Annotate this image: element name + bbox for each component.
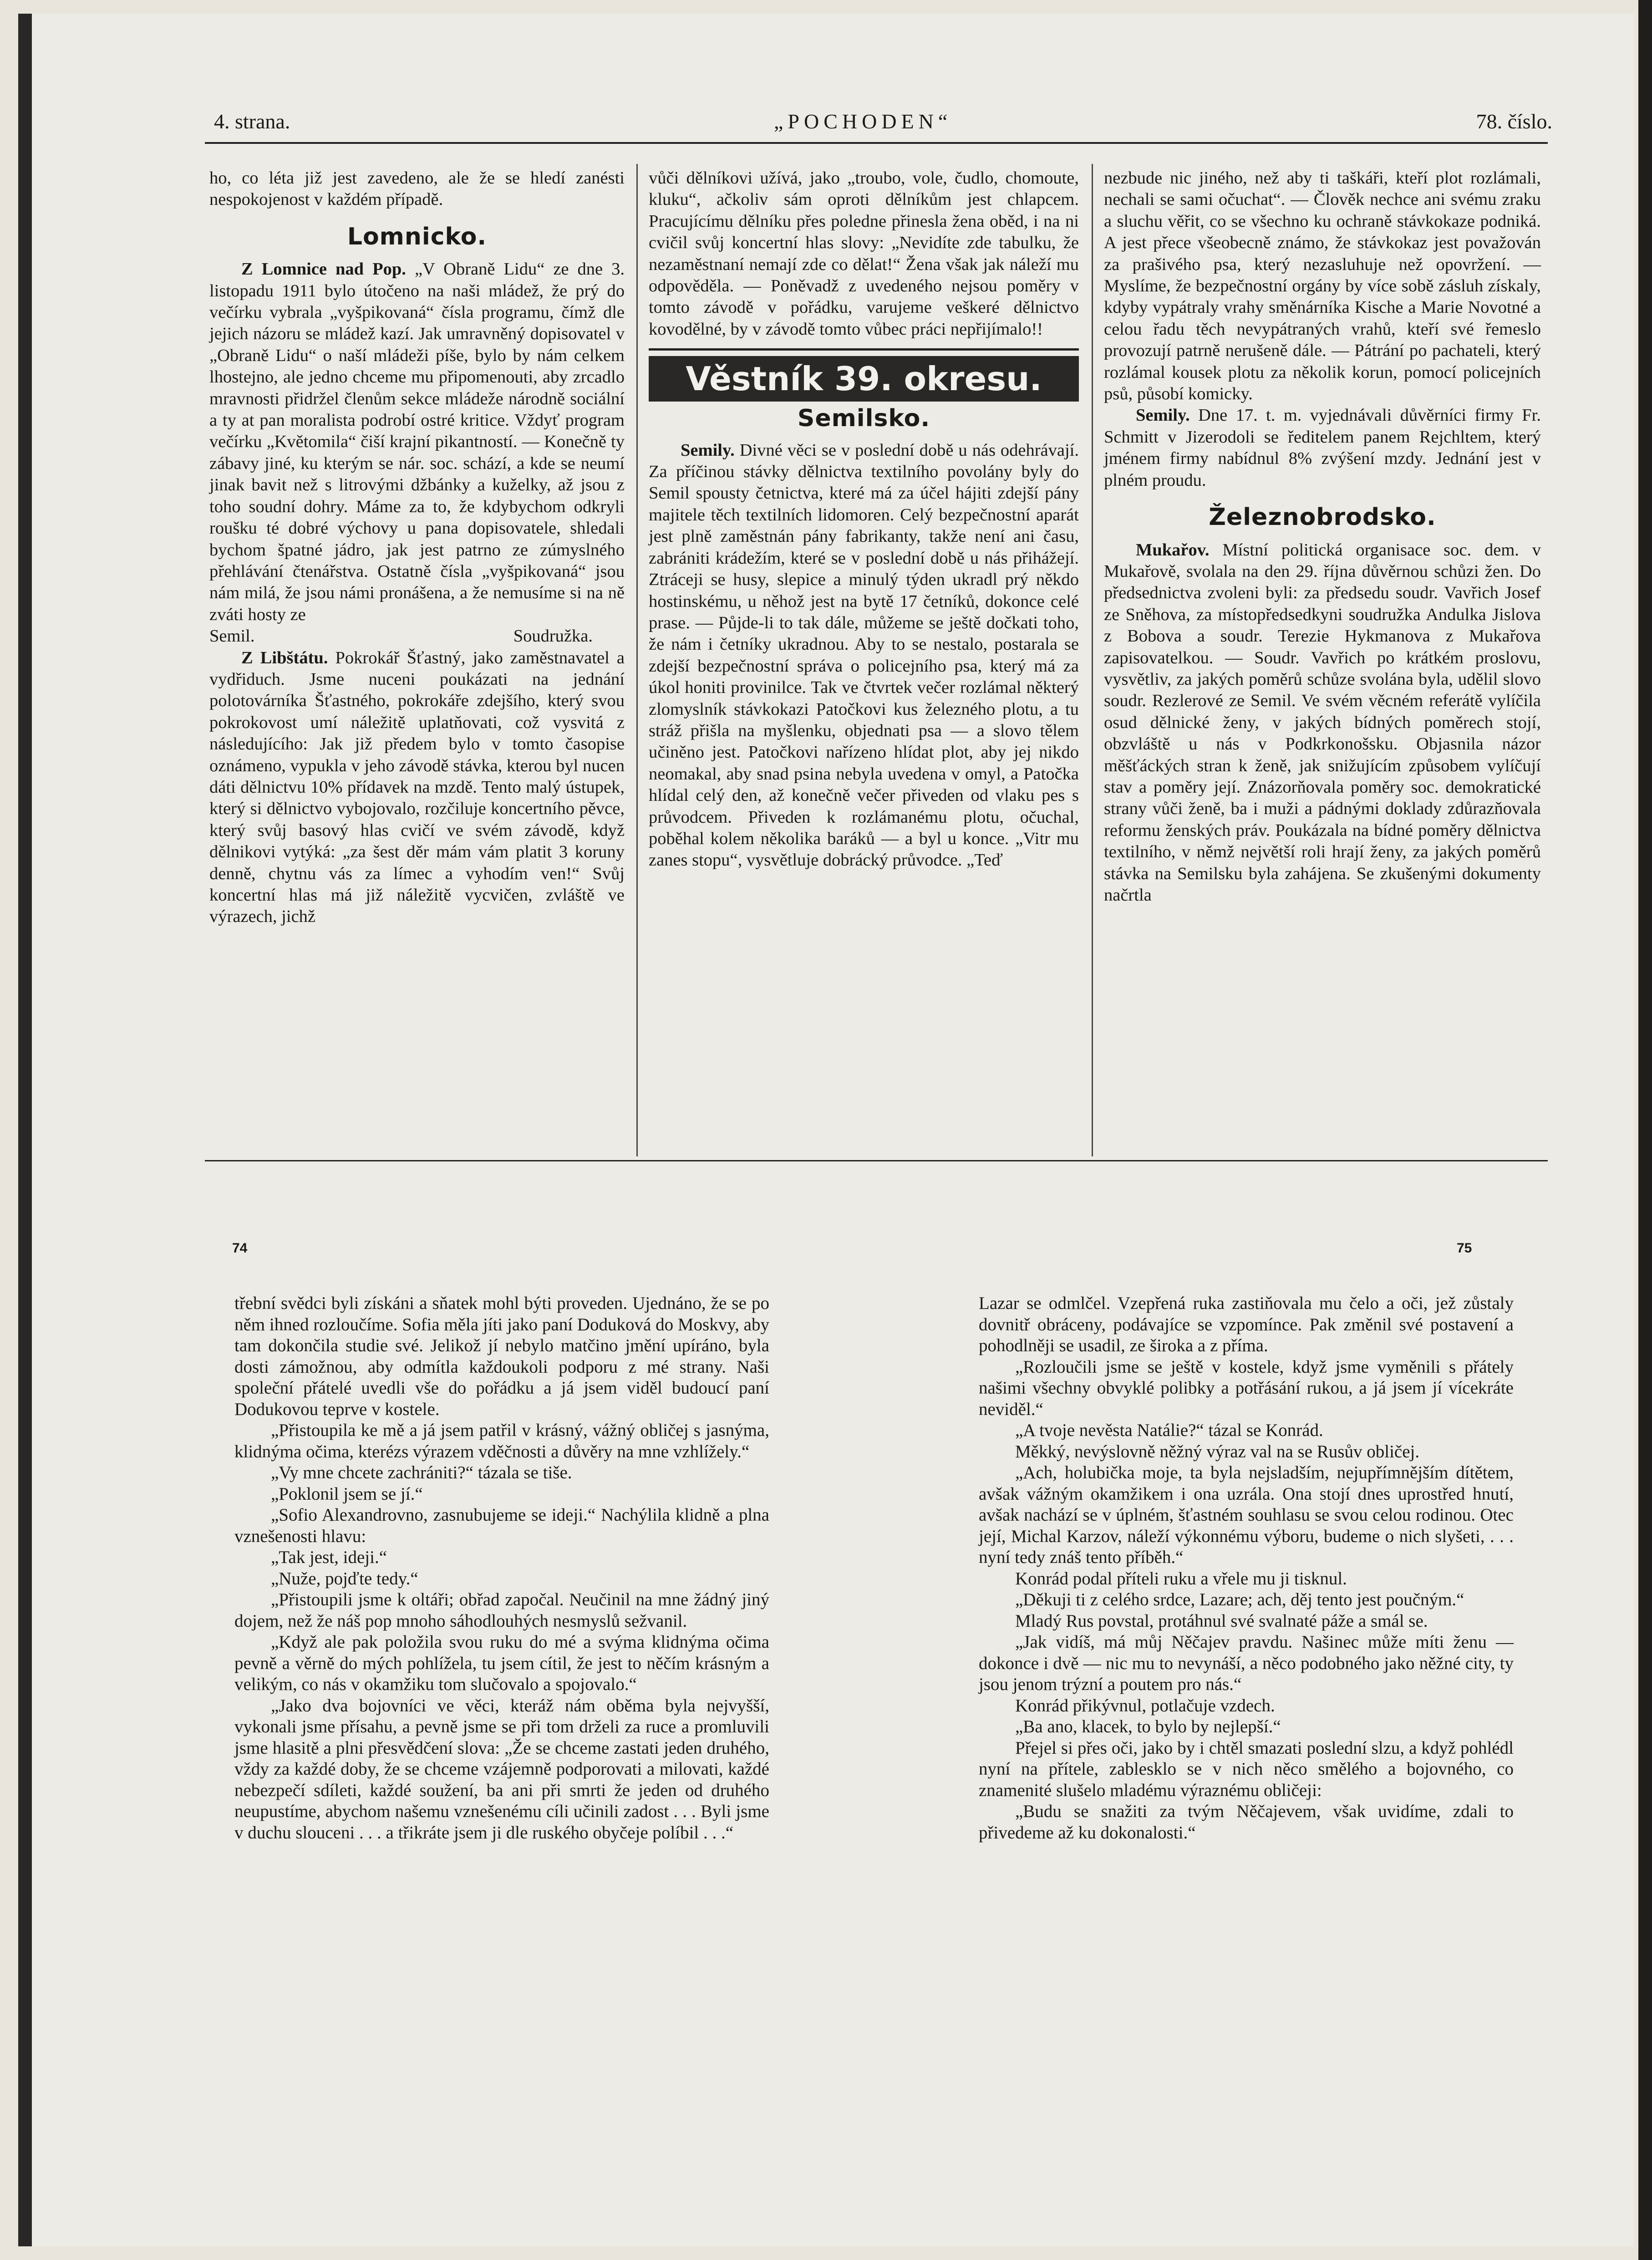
column-1 — [209, 168, 625, 928]
scan-edge — [1638, 0, 1652, 2260]
novel-paragraph: „Budu se snažiti za tvým Něčajevem, však uvidíme, zdali to přivedeme až ku dokonalosti.“ — [979, 1802, 1514, 1843]
novel-paragraph: Měkký, nevýslovně něžný výraz val na se Rusův obličej. — [1015, 1441, 1420, 1461]
bottom-rule — [205, 1160, 1548, 1161]
column-divider — [636, 164, 638, 1156]
article-lead: Semily. — [1136, 406, 1190, 425]
novel-paragraph: „Jako dva bojovníci ve věci, kteráž nám oběma byla nejvyšší, vykonali jsme přísahu, a pevně jsme se při tom drželi za ruce a promluvili jsme hlasitě a plni přesvědčení slova: „Že se chceme zastati jeden druhého, vždy za každé doby, že se chceme vzájemně podporovati a milovati, každé nebezpečí sdíleti, každé soužení, ba ani při smrti že jeden od druhého neupustíme, abychom našemu vznešenému cíli učinili zadost . . . Byli jsme v duchu slouceni . . . a třikráte jsem ji dle ruského obyčeje políbil . . .“ — [234, 1695, 769, 1843]
article-semily-2 — [1104, 405, 1541, 491]
novel-paragraph: Konrád podal příteli ruku a vřele mu ji tisknul. — [1015, 1568, 1347, 1588]
novel-right-page — [979, 1293, 1514, 1843]
novel-paragraph: „Jak vidíš, má můj Něčajev pravdu. Našinec může míti ženu — dokonce i dvě — nic mu to nevynáší, a něco podobného jako něžné city, ty jsou jenom trýzní a poutem pro nás.“ — [979, 1632, 1514, 1694]
article-semily — [649, 440, 1079, 871]
novel-paragraph: „Tak jest, ideji.“ — [271, 1547, 387, 1567]
novel-paragraph: Mladý Rus povstal, protáhnul své svalnaté páže a smál se. — [1015, 1611, 1428, 1631]
banner-rule-top — [649, 348, 1079, 351]
novel-paragraph: Přejel si přes oči, jako by i chtěl smazati poslední slzu, a když pohlédl nyní na přítele, zablesklo se v nich něco smělého a bojovného, co znamenité slušelo mladému výraznému obličeji: — [979, 1738, 1514, 1800]
section-heading-zeleznobrodsko: Železnobrodsko. — [1209, 504, 1436, 531]
book-page-number-left: 74 — [232, 1241, 248, 1256]
article-body: Místní politická organisace soc. dem. v Mukařově, svolala na den 29. října důvěrnou schůzi žen. Do předsednictva zvoleni byli: za předsedu soudr. Vavřich Josef ze Sněhova, za místopředsedkyni soudružka Andulka Jislova z Bobova a soudr. Terezie Hykmanova z Mukařova zapisovatelkou. — Soudr. Vavřich po krátkém proslovu, vysvětliv, za jakých poměrů schůze svolána byla, udělil slovo soudr. Rezlerové ze Semil. Ve svém věcném referátě vylíčila osud dělnické ženy, v jakých bídných poměrech stojí, obzvláště u nás v Podkrkonošsku. Objasnila názor měšťáckých stran k ženě, jak snižujícím způsobem vylíčují stav a poměry její. Znázorňovala poměry soc. demokratické strany vůči ženě, ba i muži a pádnými doklady zdůrazňovala reformu ženských práv. Poukázala na bídné poměry dělnictva textilního, v němž největší roli hrají ženy, za jakých poměrů stávka na Semilsku byla zahájena. Se zkušenými dokumenty načrtla — [1104, 540, 1541, 905]
novel-paragraph: „Poklonil jsem se jí.“ — [271, 1484, 423, 1504]
column-3 — [1104, 168, 1541, 906]
novel-paragraph: „Ach, holubička moje, ta byla nejsladším, nejupřímnějším dítětem, avšak vážným okamžikem i ona uzrála. Ona stojí dnes uprostřed hnutí, avšak nachází se v úplném, šťastném souhlasu se svou celou rodinou. Otec její, Michal Karzov, náleží výkonnému výboru, budeme o nich slyšeti, . . . nyní tedy znáš tento příběh.“ — [979, 1463, 1514, 1567]
section-heading-semilsko: Semilsko. — [797, 405, 930, 433]
article-lead: Z Lomnice nad Pop. — [241, 260, 406, 279]
article-lomnice — [209, 259, 625, 626]
article-end: Semil. — [209, 626, 255, 646]
district-banner: Věstník 39. okresu. — [649, 356, 1079, 402]
article-lead: Semily. — [681, 440, 735, 460]
article-continuation: vůči dělníkovi užívá, jako „troubo, vole, čudlo, chomoute, kluku“, ačkoliv sám oproti dělníkům jest chlapcem. Pracujícímu dělníku přes poledne přinesla žena oběd, i na ni cvičil svůj koncertní hlas slovy: „Nevidíte zde tabulku, že nezaměstnaní nemají zde co dělat!“ Žena však jak náleží mu odpověděla. — Poněvadž z uvedeného nejsou poměry v tomto závodě v pořádku, varujeme veškeré dělnictvo kovodělné, by v závodě tomto vůbec práci nepřijímalo!! — [649, 168, 1079, 339]
section-heading-lomnicko: Lomnicko. — [347, 223, 487, 250]
novel-paragraph: „Vy mne chcete zachrániti?“ tázala se tiše. — [271, 1463, 572, 1482]
article-signature: Soudružka. — [513, 626, 593, 646]
novel-paragraph: „Když ale pak položila svou ruku do mé a svýma klidnýma očima pevně a věrně do mých pohlížela, tu jsem cítil, že jest to něčím krásným a velikým, co nás v okamžiku tom slučovalo a spojovalo.“ — [234, 1632, 769, 1694]
page-number-label: 4. strana. — [214, 110, 290, 133]
novel-paragraph: „Nuže, pojďte tedy.“ — [271, 1568, 418, 1588]
article-body: Pokrokář Šťastný, jako zaměstnavatel a vydřiduch. Jsme nuceni poukázati na jednání polotovárníka Šťastného, pokrokáře zdejšího, který svou pokrokovost umí náležitě uplatňovati, což vysvitá z následujícího: Jak již předem bylo v tomto časopise oznámeno, vypukla v jeho závodě stávka, kterou byl nucen dáti dělnictvu 10% přídavek na mzdě. Tento malý ústupek, který si dělnictvo vybojovalo, rozčiluje koncertního pěvce, který svůj basový hlas cvičí ve svém závodě, když dělnikovi vytýká: „za šest děr mám vám platit 3 koruny denně, chytnu vás za límec a vyhodím ven!“ Svůj koncertní hlas má již náležitě vycvičen, zvláště ve výrazech, jichž — [209, 648, 625, 926]
article-lead: Z Libštátu. — [241, 648, 328, 667]
novel-left-page — [234, 1293, 769, 1843]
novel-paragraph: „Přistoupili jsme k oltáři; obřad započal. Neučinil na mne žádný jiný dojem, než že náš pop mnoho sáhodlouhých nesmyslů sežvanil. — [234, 1590, 769, 1631]
issue-number: 78. číslo. — [1476, 110, 1552, 133]
novel-paragraph: „Děkuji ti z celého srdce, Lazare; ach, děj tento jest poučným.“ — [1015, 1590, 1464, 1609]
article-continuation: nezbude nic jiného, než aby ti taškáři, kteří plot rozlámali, nechali se sami očuchat“. — Člověk nechce ani svému zraku a sluchu věřit, co se všechno ku ochraně stávkokaze podniká. A jest přece všeobecně známo, že stávkokaz jest považován za prašivého psa, který nezasluhuje než opovržení. — Myslíme, že bezpečnostní orgány by více sobě zásluh získaly, kdyby vypátraly vrahy směnárníka Kische a Marie Novotné a celou řadu těch nevypátraných vrahů, kteří své řemeslo provozují patrně nerušeně dále. — Pátrání po pachateli, který rozlámal kousek plotu za několik korun, pomocí policejních psů, působí komicky. — [1104, 168, 1541, 404]
article-body: Dne 17. t. m. vyjednávali důvěrníci firmy Fr. Schmitt v Jizerodoli se ředitelem panem Rejchltem, který jménem firmy nabídnul 8% zvýšení mzdy. Jednání jest v plném proudu. — [1104, 406, 1541, 490]
column-divider — [1092, 164, 1093, 1156]
article-end-line — [209, 626, 625, 647]
newspaper-title: „POCHODEN“ — [774, 110, 952, 133]
page-header — [196, 109, 1552, 141]
article-body: Divné věci se v poslední době u nás odehrávají. Za příčinou stávky dělnictva textilního povolány byly do Semil spousty četnictva, které má za účel hájiti zdejší pány majitele těch textilních lidomoren. Celý bezpečnostní aparát jest plně zaměstnán pány fabrikanty, takže není ani času, zabrániti krádežím, které se v poslední době u nás přihážejí. Ztráceji se husy, slepice a minulý týden ukradl prý někdo hostinskému, u něhož jest na bytě 17 četníků, dokonce celé prase. — Půjde-li to tak dále, můžeme se ještě dočkati toho, že nám i četníky ukradnou. Aby to se nestalo, postarala se zdejší bezpečnostní správa o policejního psa, který má za úkol honiti provinilce. Tak ve čtvrtek večer rozlámal některý zlomyslník stávkokazi Patočkovi kus železného plotu, a tu stráž přišla na myšlenku, objednati psa — a slovo tělem učiněno jest. Patočkovi nařízeno hlídat plot, aby jej nikdo neomakal, aby snad psina nebyla uvedena v omyl, a Patočka hlídal celý den, až konečně večer přiveden od vlaku pes s průvodcem. Přiveden k rozlámanému plotu, očuchal, poběhal kolem několika baráků — a byl u konce. „Vitr mu zanes stopu“, vysvětluje dobrácký průvodce. „Teď — [649, 440, 1079, 870]
article-lead: Mukařov. — [1136, 540, 1210, 560]
novel-paragraph: Lazar se odmlčel. Vzepřená ruka zastiňovala mu čelo a oči, jež zůstaly dovnitř obráceny, podávajíce se vzpomínce. Pak změnil své postavení a pohodlněji se usadil, ze široka a z příma. — [979, 1293, 1514, 1355]
intro-paragraph: ho, co léta již jest zavedeno, ale že se hledí zanésti nespokojenost v každém případě. — [209, 168, 625, 209]
novel-paragraph: „Rozloučili jsme se ještě v kostele, když jsme vyměnili s přátely našimi všechny obvyklé polibky a potřásání rukou, a já jsem jí vícekráte neviděl.“ — [979, 1357, 1514, 1419]
novel-paragraph: třební svědci byli získáni a sňatek mohl býti proveden. Ujednáno, že se po něm ihned rozloučíme. Sofia měla jíti jako paní Doduková do Moskvy, aby tam dokončila studie své. Jelikož jí nebylo matčino jmění upíráno, byla dosti zámožnou, aby odmítla každoukoli podporu z mé strany. Naši společní přátelé uvedli vše do pořádku a já jsem viděl budoucí paní Dodukovou teprve v kostele. — [234, 1293, 769, 1419]
novel-paragraph: „A tvoje nevěsta Natálie?“ tázal se Konrád. — [1015, 1420, 1323, 1440]
novel-paragraph: „Ba ano, klacek, to bylo by nejlepší.“ — [1015, 1717, 1281, 1736]
column-2 — [649, 168, 1079, 871]
novel-paragraph: „Přistoupila ke mě a já jsem patřil v krásný, vážný obličej s jasnýma, klidnýma očima, kterézs výrazem vděčnosti a důvěry na mne vzhlížely.“ — [234, 1420, 769, 1461]
book-page-number-right: 75 — [1457, 1241, 1472, 1256]
article-body: „V Obraně Lidu“ ze dne 3. listopadu 1911 bylo útočeno na naši mládež, že prý do večírku vybrala „vyšpikovaná“ čísla programu, čímž dle jejich názoru se mládež kazí. Jak umravněný dopisovatel v „Obraně Lidu“ o naší mládeži píše, bylo by nám celkem lhostejno, ale jedno chceme mu připomenouti, aby zrcadlo mravnosti přidržel členům sekce mládeže národně sociální a ty at pan moralista podrobí ostré kritice. Vždyť program večírku „Květomila“ čiší krajní pikantností. — Konečně ty zábavy jiné, ku kterým se nár. soc. schází, a kde se neumí jinak bavit než s litrovými džbánky a kuželky, až jsou z toho soudní dohry. Máme za to, že kdybychom odkryli roušku té dobré výchovy u pana dopisovatele, shledali bychom špatné jádro, jak jest patrno ze zúmyslného přehlávání čtenářstva. Ostatně čísla „vyšpikovaná“ jsou nám milá, že jsou námi pronášena, a že nemusíme si na ně zváti hosty ze — [209, 260, 625, 624]
article-mukarov — [1104, 540, 1541, 906]
novel-paragraph: Konrád přikývnul, potlačuje vzdech. — [1015, 1695, 1275, 1715]
novel-paragraph: „Sofio Alexandrovno, zasnubujeme se ideji.“ Nachýlila klidně a plna vznešenosti hlavu: — [234, 1505, 769, 1546]
header-rule — [205, 142, 1548, 144]
article-libstat — [209, 647, 625, 928]
